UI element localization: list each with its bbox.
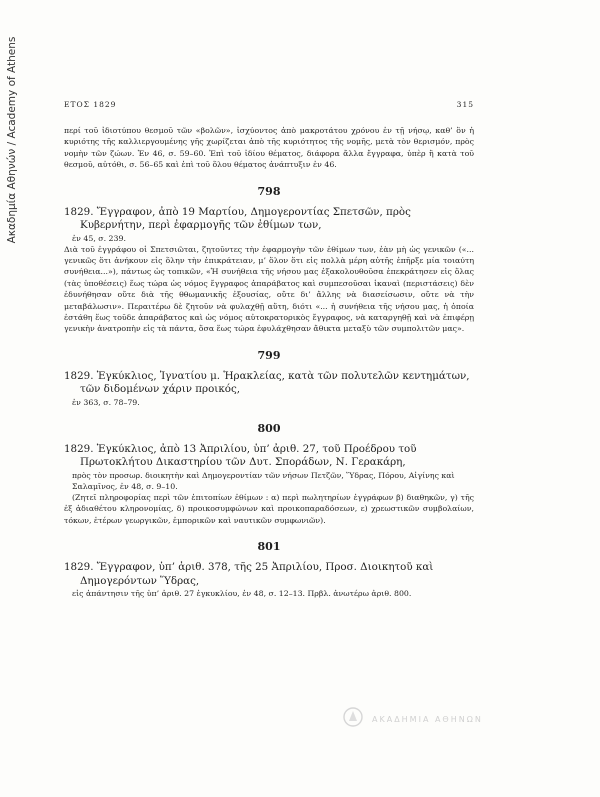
entry-title: 1829. Ἐγκύκλιος, Ἰγνατίου μ. Ἡρακλείας, κατὰ τῶν πολυτελῶν κεντημάτων, τῶν διδομένων χάριν προικός, [64, 369, 470, 396]
entry-title: 1829. Ἐγκύκλιος, ἀπὸ 13 Ἀπριλίου, ὑπ’ ἀριθ. 27, τοῦ Προέδρου τοῦ Πρωτοκλήτου Δικαστηρίου τῶν Δυτ. Σποράδων, Ν. Γερακάρη, [64, 442, 417, 469]
entry-number: 799 [257, 348, 281, 362]
entry-body: (Ζητεῖ πληροφορίας περὶ τῶν ἐπιτοπίων ἐθίμων : α) περὶ πωλητηρίων ἐγγράφων β) διαθηκῶν, γ) τῆς ἐξ ἀδιαθέτου κληρονομίας, δ) προικοσυμφώνων καὶ προικοπαραδόσεων, ε) χρεωστικῶν συμβολαίων, τόκων, ἑτέρων γεωργικῶν, ἐμπορικῶν καὶ ναυτικῶν συμφωνιῶν). [64, 492, 474, 525]
sidebar-text: Ακαδημία Αθηνών / Academy of Athens [6, 36, 18, 244]
entry-800 [64, 422, 474, 526]
watermark: ΑΚΑΔΗΜΙΑ ΑΘΗΝΩΝ [372, 715, 483, 724]
entry-title: 1829. Ἔγγραφον, ἀπὸ 19 Μαρτίου, Δημογεροντίας Σπετσῶν, πρὸς Κυβερνήτην, περὶ ἐφαρμογῆς τῶν ἐθίμων των, [64, 205, 411, 232]
entry-body: Διὰ τοῦ ἐγγράφου οἱ Σπετσιῶται, ζητοῦντες τὴν ἐφαρμογὴν τῶν ἐθίμων των, ἐὰν μὴ ὡς γενικῶν («... γενικῶς ὅτι ἀνήκουν εἰς ὅλην τὴν ἐπικράτειαν, μ’ ὅλον ὅτι εἰς πολλὰ μέρη αὐτῆς ἐπῆρξε μία τοιαύτη συνήθεια...»), πάντως ὡς τοπικῶν, «Ἡ συνήθεια τῆς νήσου μας ἐξακολουθοῦσα ἐπεκράτησεν εἰς ὅλας (τὰς ὑποθέσεις) ἕως τώρα ὡς νόμος ἔγγραφος ἀπαράβατος καὶ συμπεσοῦσαι ἱκαναὶ (περιστάσεις) δὲν ἐδυνήθησαν οὔτε διὰ τῆς θθωμανικῆς ἐξουσίας, οὔτε δι’ ἄλλης νὰ διασείσωσιν, οὔτε νὰ τὴν μεταβάλωσιν». Περαιτέρω δὲ ζητοῦν νὰ φυλαχθῇ αὕτη, διότι «... ἡ συνήθεια τῆς νήσου μας, ἡ ὁποία ἐστάθη ἕως τοῦδε ἀπαράβατος καὶ ὡς νόμος αὐτοκρατορικὸς ἔγγραφος, νὰ καταργηθῇ καὶ νὰ ἐπιφέρῃ γενικὴν ἀνατροπὴν εἰς τὰ πάντα, ὅσα ἕως τώρα ἐφυλάχθησαν ἄθικτα μεταξὺ τῶν συμπολιτῶν μας». [64, 244, 474, 334]
entry-798 [64, 185, 474, 335]
entry-source: ἐν 363, σ. 78–79. [72, 397, 140, 407]
entry-number: 800 [257, 421, 281, 435]
academy-logo-icon [342, 706, 364, 728]
header-left: ΕΤΟΣ 1829 [64, 100, 117, 109]
entry-number: 801 [257, 540, 281, 554]
entry-799 [64, 349, 474, 408]
page-number: 315 [456, 100, 474, 109]
entry-source: ἐν 45, σ. 239. [72, 233, 126, 243]
page-content [64, 100, 474, 599]
entry-801 [64, 540, 474, 599]
sidebar [2, 30, 22, 250]
entry-number: 798 [257, 184, 281, 198]
running-header [64, 100, 474, 109]
entry-source: εἰς ἀπάντησιν τῆς ὑπ’ ἀριθ. 27 ἐγκυκλίου, ἐν 48, σ. 12–13. Πρβλ. ἀνωτέρω ἀριθ. 800. [72, 589, 412, 599]
entry-title: 1829. Ἔγγραφον, ὑπ’ ἀριθ. 378, τῆς 25 Ἀπριλίου, Προσ. Διοικητοῦ καὶ Δημογερόντων Ὕδρας, [64, 561, 434, 587]
intro-paragraph: περί τοῦ ἰδιοτύπου θεσμοῦ τῶν «βολῶν», ἰσχύοντος ἀπὸ μακροτάτου χρόνου ἐν τῇ νήσῳ, καθ’ ὃν ἡ κυριότης τῆς καλλιεργουμένης γῆς χωρίζεται ἀπὸ τῆς κυριότητος τῆς νομῆς, μετὰ τὸν θερισμόν, πρὸς νομὴν τῶν ζώων. Ἐν 46, σ. 59–60. Ἐπὶ τοῦ ἰδίου θέματος, διάφορα ἄλλα ἔγγραφα, ὑπὲρ ἢ κατὰ τοῦ θεσμοῦ, αὐτόθι, σ. 56–65 καὶ ἐπὶ τοῦ ὅλου θέματος ἀνάπτυξιν ἐν 46. [64, 126, 474, 170]
entry-source: πρὸς τὸν προσωρ. διοικητὴν καὶ Δημογεροντίαν τῶν νήσων Πετζῶν, Ὕδρας, Πόρου, Αἰγίνης καὶ Σαλαμῖνος, ἐν 48, σ. 9–10. [72, 470, 455, 491]
